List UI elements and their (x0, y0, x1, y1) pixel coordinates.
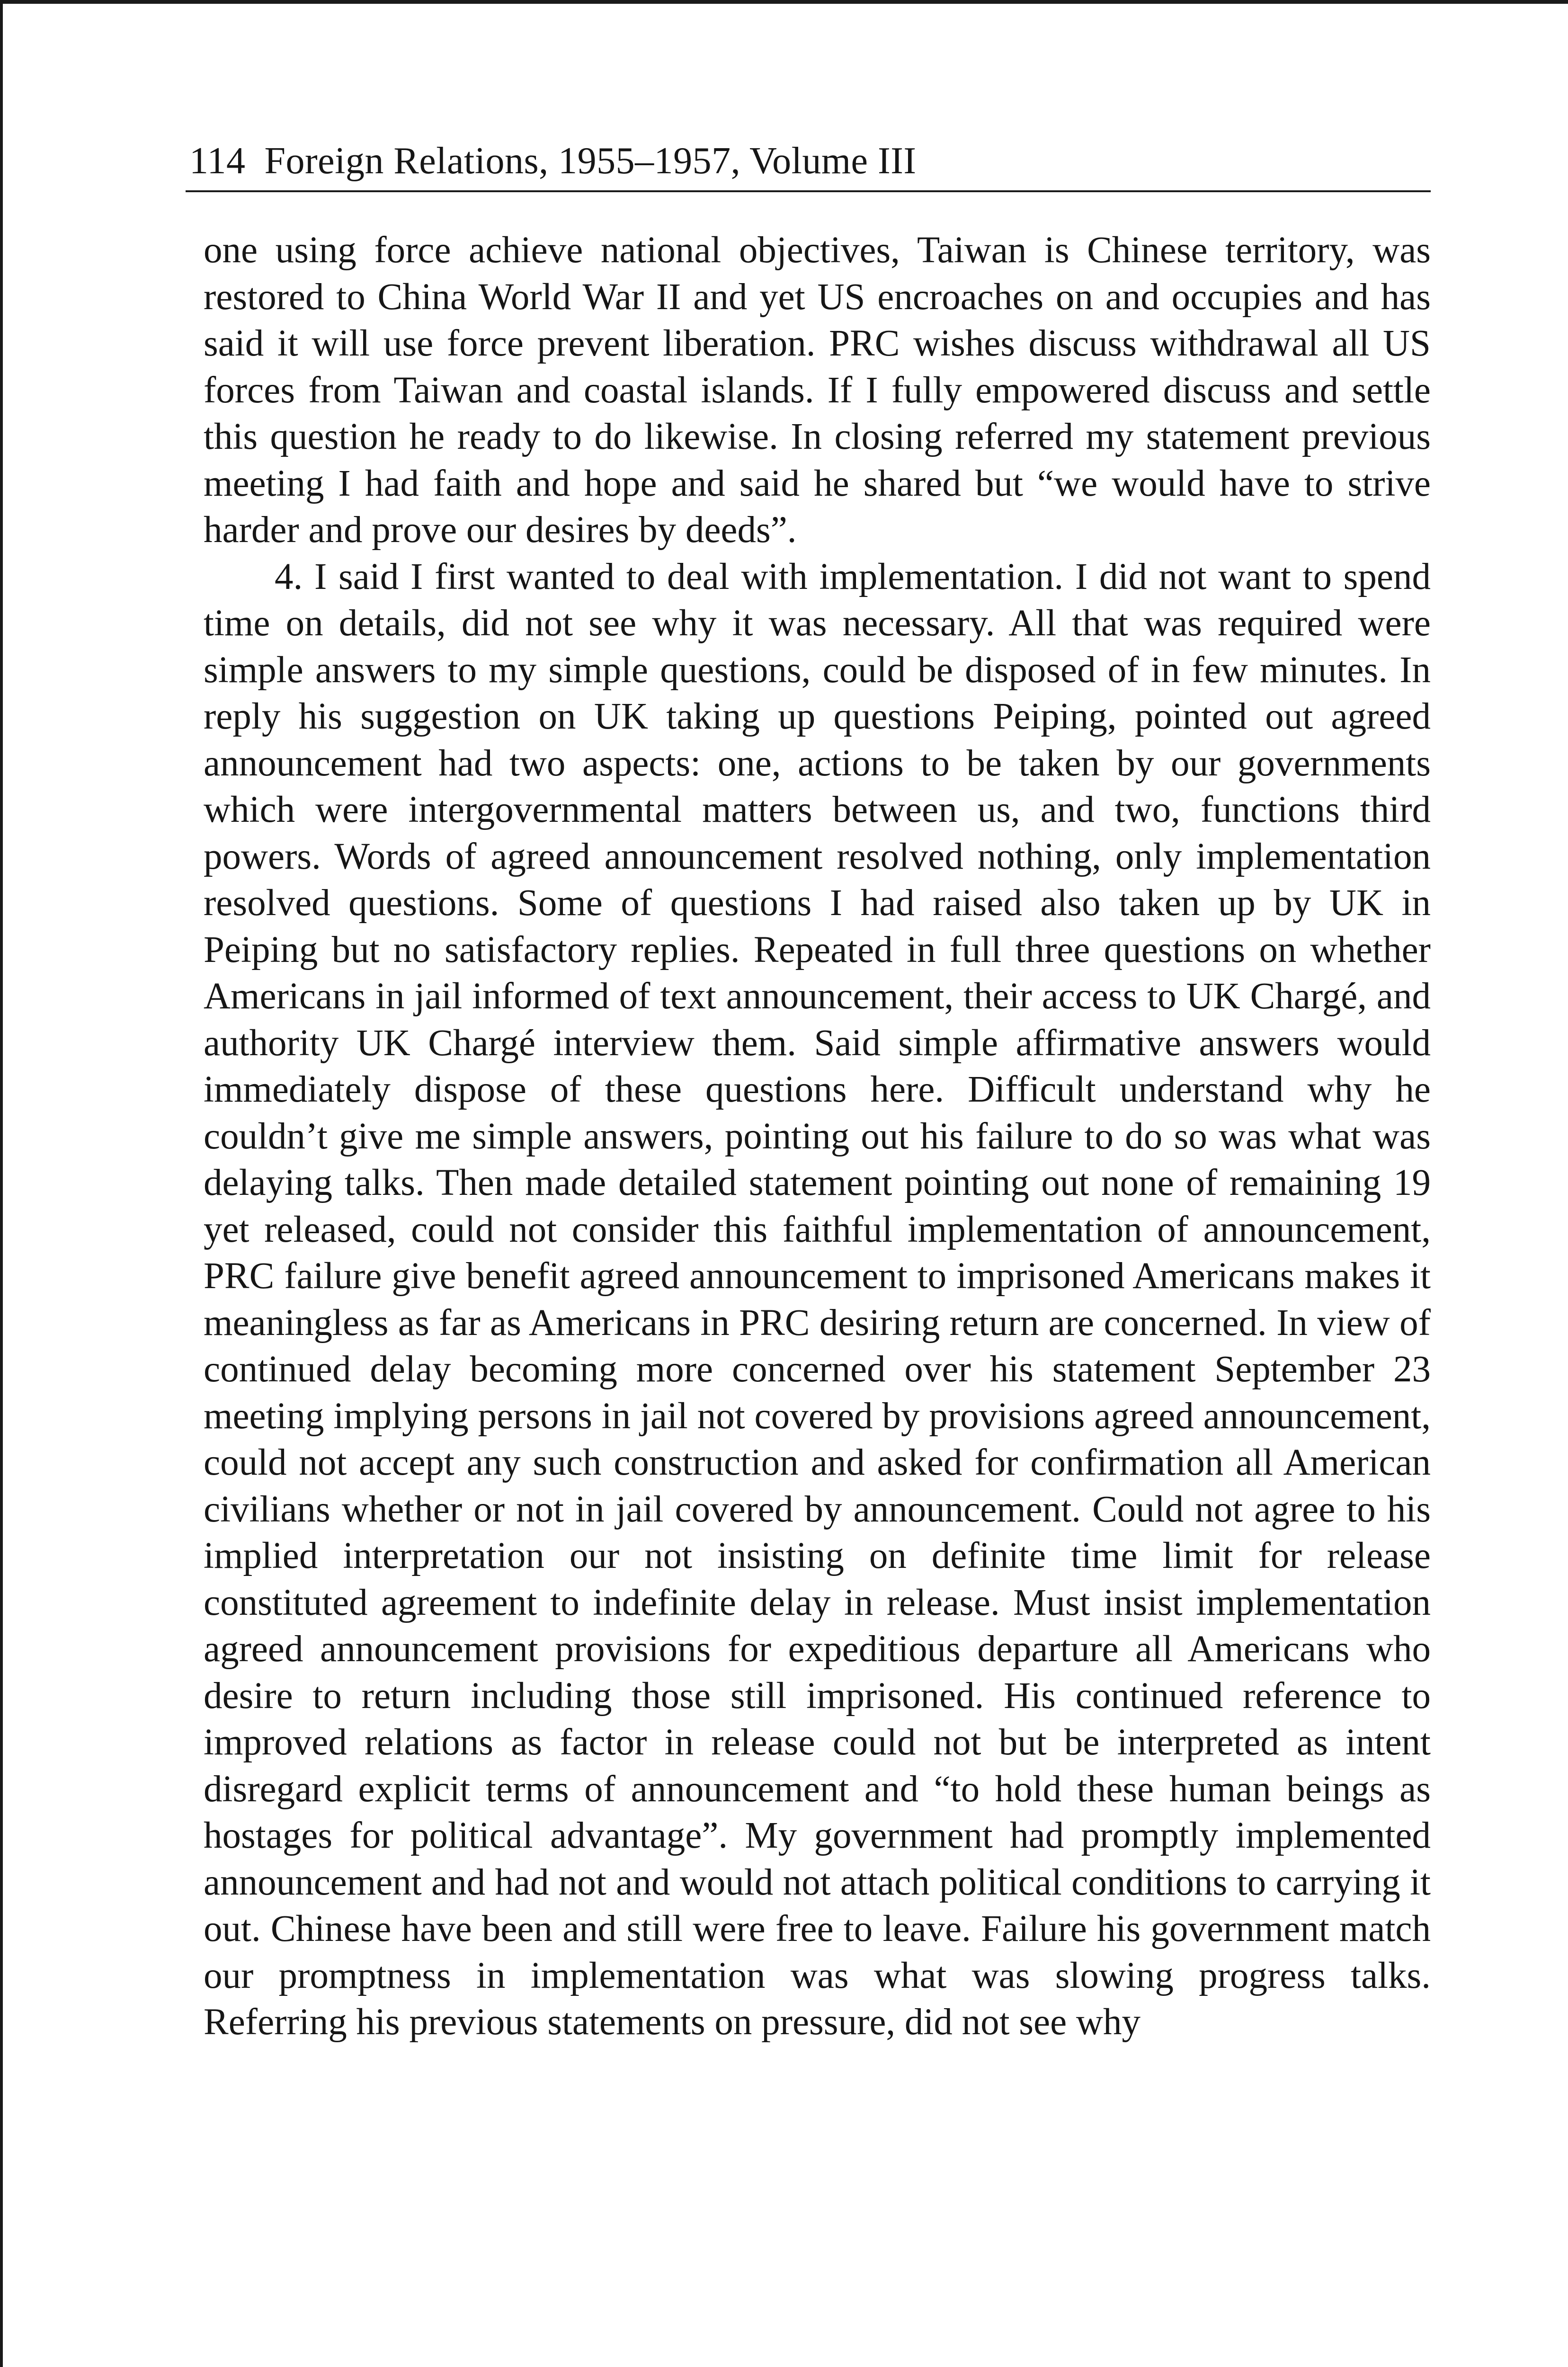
paragraph-continued: one using force achieve national objectives, Taiwan is Chinese territory, was restored to China World War II and yet US encroaches on and occupies and has said it will use force prevent liberation. PRC wishes discuss withdrawal all US forces from Taiwan and coastal islands. If I fully empowered discuss and settle this question he ready to do likewise. In closing referred my statement previous meeting I had faith and hope and said he shared but “we would have to strive harder and prove our desires by deeds”. (204, 230, 1431, 551)
page-number: 114 (189, 140, 246, 182)
paragraph-4: 4. I said I first wanted to deal with implementation. I did not want to spend time on details, did not see why it was necessary. All that was required were simple answers to my simple questions, could be disposed of in few minutes. In reply his suggestion on UK taking up questions Peiping, pointed out agreed announcement had two aspects: one, actions to be taken by our governments which were intergovernmental matters between us, and two, functions third powers. Words of agreed announcement resolved nothing, only implementation resolved questions. Some of questions I had raised also taken up by UK in Peiping but no satisfactory replies. Repeated in full three questions on whether Americans in jail informed of text announcement, their access to UK Chargé, and authority UK Chargé interview them. Said simple affirmative answers would immediately dispose of these questions here. Difficult understand why he couldn’t give me simple answers, pointing out his failure to do so was what was delaying talks. Then made detailed statement pointing out none of remaining 19 yet released, could not consider this faithful implementation of announcement, PRC failure give benefit agreed announcement to imprisoned Americans makes it meaningless as far as Americans in PRC desiring return are concerned. In view of continued delay becoming more concerned over his statement September 23 meeting implying persons in jail not covered by provisions agreed announcement, could not accept any such construction and asked for confirmation all American civilians whether or not in jail covered by announcement. Could not agree to his implied interpretation our not insisting on definite time limit for release constituted agreement to indefinite delay in release. Must insist implementation agreed announcement provisions for expeditious departure all Americans who desire to return including those still imprisoned. His continued reference to improved relations as factor in release could not but be interpreted as intent disregard explicit terms of announcement and “to hold these human beings as hostages for political advantage”. My government had promptly implemented announcement and had not and would not attach political conditions to carrying it out. Chinese have been and still were free to leave. Failure his government match our promptness in implementation was what was slowing progress talks. Referring his previous statements on pressure, did not see why (204, 556, 1431, 2043)
header-rule (186, 190, 1431, 192)
running-header (186, 124, 1431, 195)
body-text (204, 227, 1431, 2046)
header-line (189, 137, 916, 185)
running-title: Foreign Relations, 1955–1957, Volume III (264, 140, 917, 182)
